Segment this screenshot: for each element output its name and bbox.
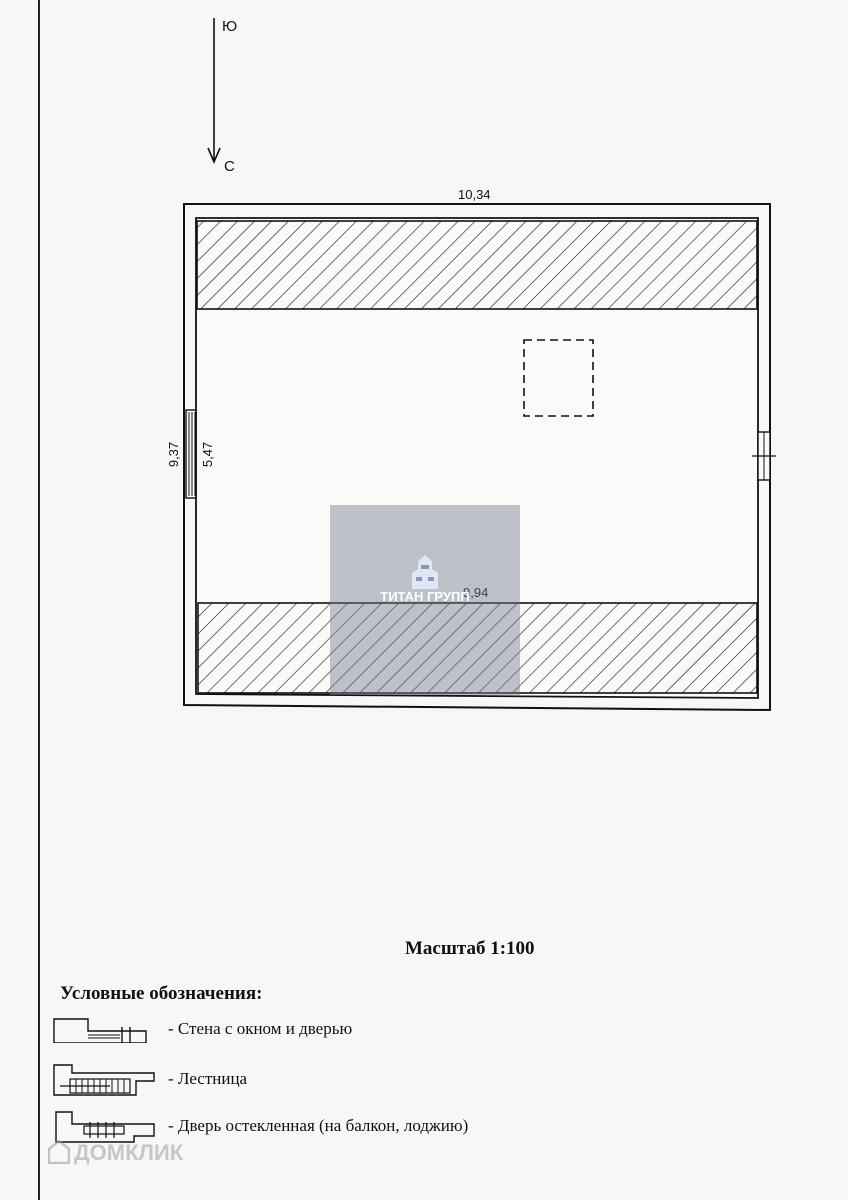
watermark-text: ТИТАН ГРУПП <box>380 589 470 604</box>
dimension-left-height: 9,37 <box>166 441 182 468</box>
legend-label-wall: - Стена с окном и дверью <box>168 1019 353 1038</box>
glazed-door-icon <box>50 1110 160 1144</box>
legend-item-wall <box>50 1013 570 1053</box>
dimension-inner-width: 9,94 <box>463 585 489 600</box>
dimension-inner-height: 5,47 <box>200 441 216 468</box>
legend-item-stairs <box>50 1063 570 1103</box>
wall-window-door-icon <box>50 1013 160 1043</box>
scale-label: Масштаб 1:100 <box>405 938 535 959</box>
stairs-icon <box>50 1063 160 1097</box>
building-logo-icon <box>410 555 440 589</box>
domclick-watermark <box>48 1140 183 1166</box>
legend-label-glazed-door: - Дверь остекленная (на балкон, лоджию) <box>168 1116 469 1135</box>
legend-label-stairs: - Лестница <box>168 1069 248 1088</box>
hatched-zone-top <box>197 221 757 309</box>
domclick-logo-text: ДОМКЛИК <box>74 1140 184 1165</box>
dimension-top-width: 10,34 <box>458 187 491 202</box>
compass-north-label: С <box>224 158 235 175</box>
legend-title: Условные обозначения: <box>60 983 263 1004</box>
watermark <box>330 505 520 695</box>
house-logo-icon <box>48 1140 70 1164</box>
compass-south-label: Ю <box>222 18 238 35</box>
